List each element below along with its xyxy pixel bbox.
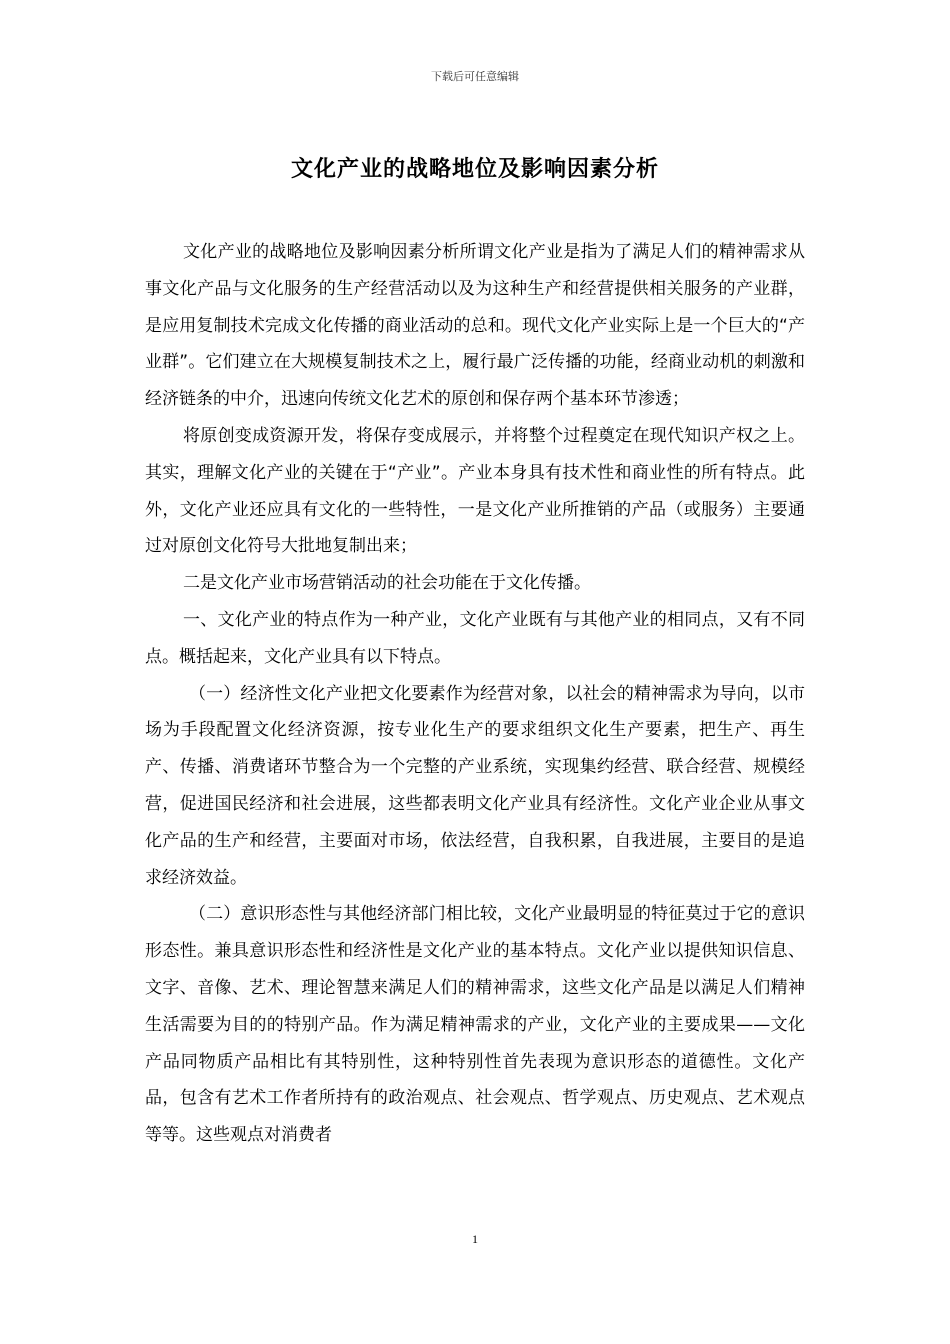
paragraph-intro: 文化产业的战略地位及影响因素分析所谓文化产业是指为了满足人们的精神需求从事文化产品与文化服务的生产经营活动以及为这种生产和经营提供相关服务的产业群，是应用复制技术完成文化传播的商业活动的总和。现代文化产业实际上是一个巨大的“产业群”。它们建立在大规模复制技术之上，履行最广泛传播的功能，经商业动机的刺激和经济链条的中介，迅速向传统文化艺术的原创和保存两个基本环节渗透； — [145, 242, 805, 410]
document-body — [145, 234, 805, 1154]
paragraph-continuation: 将原创变成资源开发，将保存变成展示，并将整个过程奠定在现代知识产权之上。其实，理解文化产业的关键在于“产业”。产业本身具有技术性和商业性的所有特点。此外，文化产业还应具有文化的一些特性，一是文化产业所推销的产品（或服务）主要通过对原创文化符号大批地复制出来； — [145, 425, 805, 557]
paragraph-section-one: 一、文化产业的特点作为一种产业，文化产业既有与其他产业的相同点，又有不同点。概括起来，文化产业具有以下特点。 — [145, 609, 805, 667]
document-title: 文化产业的战略地位及影响因素分析 — [290, 157, 659, 182]
page-number: 1 — [472, 1232, 478, 1246]
paragraph-second-point: 二是文化产业市场营销活动的社会功能在于文化传播。 — [183, 573, 591, 594]
page-header: 下载后可任意编辑 — [431, 70, 519, 83]
paragraph-ideological: （二）意识形态性与其他经济部门相比较，文化产业最明显的特征莫过于它的意识形态性。兼具意识形态性和经济性是文化产业的基本特点。文化产业以提供知识信息、文字、音像、艺术、理论智慧来满足人们的精神需求，这些文化产品是以满足人们精神生活需要为目的的特别产品。作为满足精神需求的产业，文化产业的主要成果——文化产品同物质产品相比有其特别性，这种特别性首先表现为意识形态的道德性。文化产品，包含有艺术工作者所持有的政治观点、社会观点、哲学观点、历史观点、艺术观点等等。这些观点对消费者 — [145, 904, 805, 1146]
paragraph-economic: （一）经济性文化产业把文化要素作为经营对象，以社会的精神需求为导向，以市场为手段配置文化经济资源，按专业化生产的要求组织文化生产要素，把生产、再生产、传播、消费诸环节整合为一个完整的产业系统，实现集约经营、联合经营、规模经营，促进国民经济和社会进展，这些都表明文化产业具有经济性。文化产业企业从事文化产品的生产和经营，主要面对市场，依法经营，自我积累，自我进展，主要目的是追求经济效益。 — [145, 683, 805, 888]
